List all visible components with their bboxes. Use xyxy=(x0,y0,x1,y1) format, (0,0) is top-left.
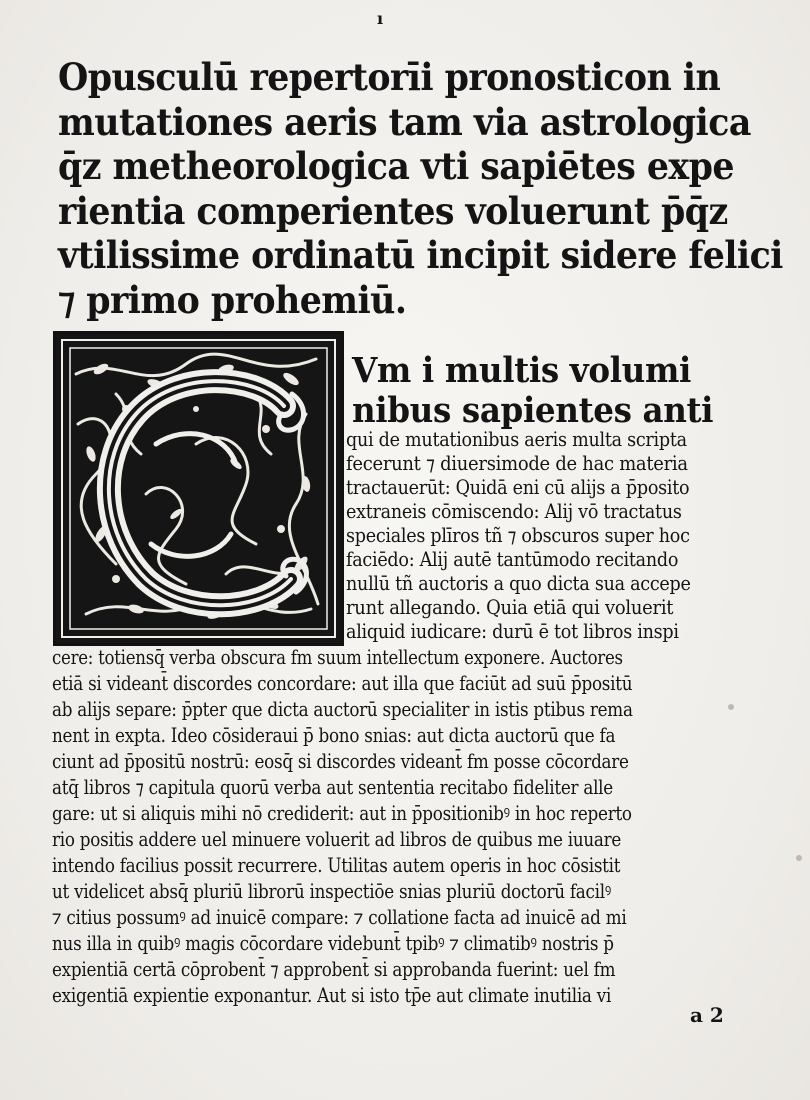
text-line: rio positis addere uel minuere voluerit ad libros de quibus me iuuare xyxy=(52,828,622,851)
text-line: atq̄ libros ⁊ capitula quorū verba aut sententia recitabo fideliter alle xyxy=(52,776,613,799)
text-line: ciunt ad p̄positū nostrū: eosq̄ si discordes videant̄ fm posse cōcordare xyxy=(52,750,629,773)
text-line: gare: ut si aliquis mihi nō crediderit: aut in p̄positionibꝰ in hoc reperto xyxy=(52,802,632,825)
text-line: tractauerūt: Quidā eni cū alijs a p̄posito xyxy=(346,476,690,499)
text-line: etiā si videant̄ discordes concordare: aut illa que faciūt ad suū p̄positū xyxy=(52,672,633,695)
incipit-line: mutationes aeris tam via astrologica xyxy=(58,99,751,144)
text-line: extraneis cōmiscendo: Alij vō tractatus xyxy=(346,500,682,523)
text-line: ut videlicet absq̄ pluriū librorū inspectiōe snias pluriū doctorū facilꝰ xyxy=(52,880,612,903)
text-line: expientiā certā cōprobent̄ ⁊ approbent̄ si approbanda fuerint: uel fm xyxy=(52,958,616,981)
margin-speck xyxy=(728,704,734,710)
signature-mark: a 2 xyxy=(690,1003,724,1027)
opening-line: nibus sapientes anti xyxy=(352,390,714,431)
incipit-line: q̄z metheorologica vti sapiētes expe xyxy=(58,144,734,188)
text-line: aliquid iudicare: durū ē tot libros inspi xyxy=(346,620,679,643)
text-line: faciēdo: Alij autē tantūmodo recitando xyxy=(346,548,679,571)
woodcut-initial-illustration xyxy=(56,334,341,643)
incipit-heading xyxy=(58,55,783,322)
margin-speck xyxy=(796,855,802,861)
text-line: qui de mutationibus aeris multa scripta xyxy=(346,428,687,451)
opening-line: Vm i multis volumi xyxy=(352,350,692,391)
text-line: nent in expta. Ideo cōsideraui p̄ bono snias: aut dicta auctorū que fa xyxy=(52,724,616,747)
text-line: runt allegando. Quia etiā qui voluerit xyxy=(346,596,674,619)
top-mark: ı xyxy=(377,9,384,28)
text-line: fecerunt ⁊ diuersimode de hac materia xyxy=(346,452,688,475)
text-line: intendo facilius possit recurrere. Utilitas autem operis in hoc cōsistit xyxy=(52,854,621,877)
decorated-initial-c xyxy=(53,331,344,646)
text-line: exigentiā expientie exponantur. Aut si isto tp̄e aut climate inutilia vi xyxy=(52,984,612,1007)
text-line: cere: totiensq̄ verba obscura fm suum intellectum exponere. Auctores xyxy=(52,646,623,669)
text-line: nullū tñ auctoris a quo dicta sua accepe xyxy=(346,572,691,595)
incipit-line: Opusculū repertorīi pronosticon in xyxy=(58,55,721,99)
text-line: speciales plīros tñ ⁊ obscuros super hoc xyxy=(346,524,690,547)
text-line: ⁊ citius possumꝰ ad inuicē compare: ⁊ collatione facta ad inuicē ad mi xyxy=(52,906,627,929)
incipit-line: rientia comperientes voluerunt p̄q̄z xyxy=(58,188,728,233)
incipit-line: ⁊ primo prohemiū. xyxy=(58,277,407,322)
text-line: nus illa in quibꝰ magis cōcordare videbunt̄ tpibꝰ ⁊ climatibꝰ nostris p̄ xyxy=(52,932,614,955)
incipit-line: vtilissime ordinatū incipit sidere felici xyxy=(58,233,783,277)
text-line: ab alijs separe: p̄pter que dicta auctorū specialiter in istis ptibus rema xyxy=(52,698,633,721)
